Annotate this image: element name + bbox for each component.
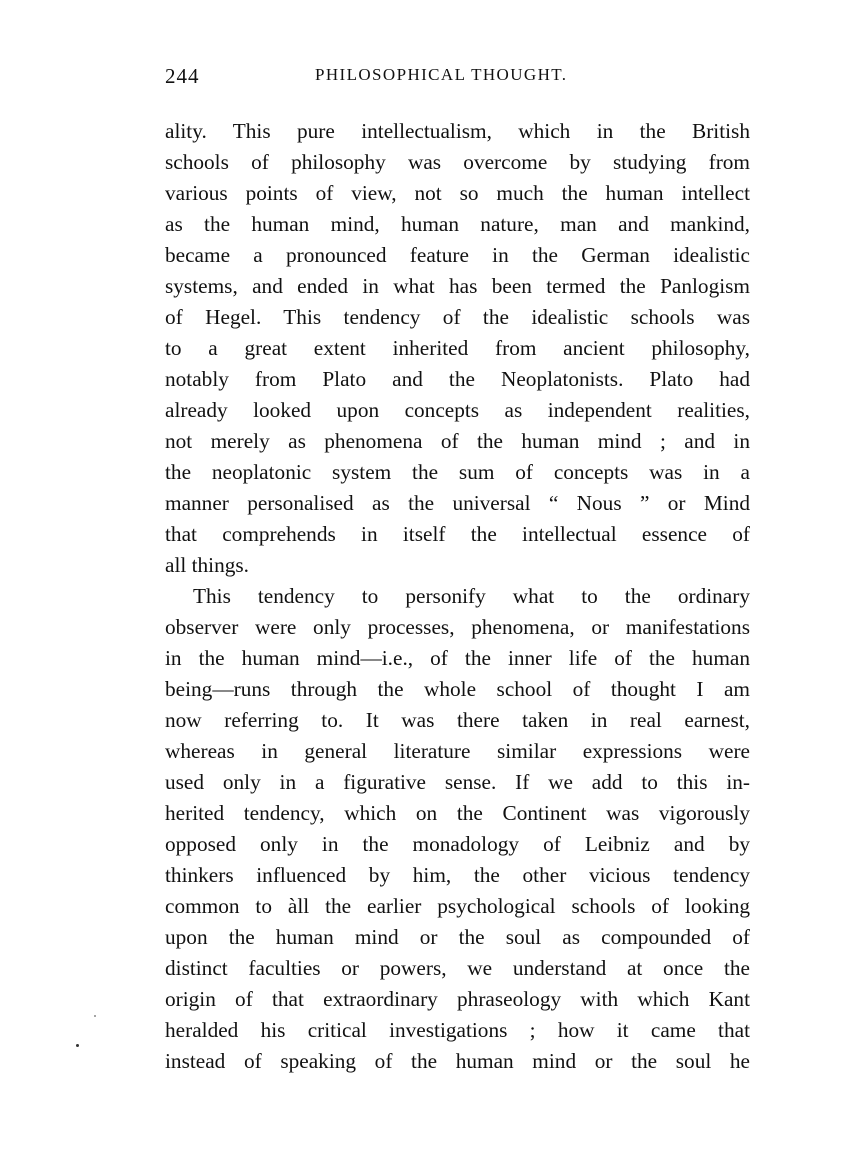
text-line: used only in a figurative sense. If we add to this in- <box>165 770 750 794</box>
text-line: common to àll the earlier psychological schools of looking <box>165 894 750 918</box>
text-line: whereas in general literature similar expressions were <box>165 739 750 763</box>
paragraph-first-line: This tendency to personify what to the ordinary <box>193 584 750 608</box>
paragraph-end-line: all things. <box>165 553 250 577</box>
text-line: being—runs through the whole school of thought I am <box>165 677 750 701</box>
text-line: now referring to. It was there taken in real earnest, <box>165 708 750 732</box>
text-line: became a pronounced feature in the German idealistic <box>165 243 750 267</box>
text-line: instead of speaking of the human mind or the soul he <box>165 1049 750 1073</box>
text-line: thinkers influenced by him, the other vicious tendency <box>165 863 750 887</box>
text-line: systems, and ended in what has been termed the Panlogism <box>165 274 750 298</box>
page-number: 244 <box>165 64 200 88</box>
text-line: opposed only in the monadology of Leibniz and by <box>165 832 750 856</box>
running-title: PHILOSOPHICAL THOUGHT. <box>315 65 568 84</box>
text-line: observer were only processes, phenomena, or manifestations <box>165 615 750 639</box>
running-head <box>165 64 750 92</box>
text-line: herited tendency, which on the Continent was vigorously <box>165 801 750 825</box>
text-line: distinct faculties or powers, we understand at once the <box>165 956 750 980</box>
text-line: various points of view, not so much the human intellect <box>165 181 750 205</box>
text-line: in the human mind—i.e., of the inner life of the human <box>165 646 750 670</box>
text-line: to a great extent inherited from ancient philosophy, <box>165 336 750 360</box>
text-line: that comprehends in itself the intellectual essence of <box>165 522 750 546</box>
text-line: already looked upon concepts as independent realities, <box>165 398 750 422</box>
print-speck <box>76 1044 79 1047</box>
text-line: of Hegel. This tendency of the idealistic schools was <box>165 305 750 329</box>
text-line: the neoplatonic system the sum of concepts was in a <box>165 460 750 484</box>
body-text <box>165 116 750 1077</box>
text-line: heralded his critical investigations ; how it came that <box>165 1018 750 1042</box>
text-line: manner personalised as the universal “ Nous ” or Mind <box>165 491 750 515</box>
text-line: upon the human mind or the soul as compounded of <box>165 925 750 949</box>
text-line: as the human mind, human nature, man and mankind, <box>165 212 750 236</box>
text-line: not merely as phenomena of the human mind ; and in <box>165 429 750 453</box>
print-speck <box>94 1015 96 1017</box>
text-line: origin of that extraordinary phraseology with which Kant <box>165 987 750 1011</box>
text-line: ality. This pure intellectualism, which in the British <box>165 119 750 143</box>
text-line: notably from Plato and the Neoplatonists. Plato had <box>165 367 750 391</box>
text-line: schools of philosophy was overcome by studying from <box>165 150 750 174</box>
